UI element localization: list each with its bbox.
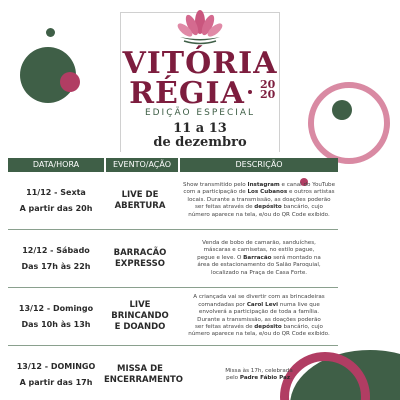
description-text: e outros artistas [287, 189, 335, 196]
description-text: numa live que [278, 301, 320, 308]
description-line [180, 331, 338, 338]
description-text: locais. Durante a transmissão, as doações poderão [187, 196, 331, 203]
date-cell [8, 243, 104, 275]
description-line [180, 317, 338, 324]
column-header-event: EVENTO/AÇÃO [106, 158, 178, 172]
description-text: Missa às 17h, celebrada [225, 367, 293, 374]
description-line [180, 247, 338, 254]
dates-line2: de dezembro [153, 135, 247, 150]
title-dot [248, 90, 252, 94]
table-header [8, 158, 338, 172]
description-text: localizado na Praça de Casa Forte. [210, 269, 308, 276]
event-text: LIVE BRINCANDO [111, 300, 169, 321]
decorative-circle-pink [60, 72, 80, 92]
table-row [8, 288, 338, 346]
description-text: Durante a transmissão, as doações poderão [197, 316, 321, 323]
lotus-flower-icon [170, 8, 230, 46]
description-line [180, 294, 338, 301]
description-text: número aparece na tela, e/ou do QR Code exibido. [188, 331, 330, 338]
description-text: YouTube [312, 181, 336, 188]
description-line [180, 182, 338, 189]
description-text: com a participação de [183, 189, 248, 196]
description-highlight: Barracão [243, 254, 272, 261]
column-header-description: DESCRIÇÃO [180, 158, 338, 172]
date-cell [8, 185, 104, 217]
description-line [180, 189, 338, 196]
event-title-line1: VITÓRIA [122, 46, 278, 81]
description-text: A criançada vai se divertir com as brincadeiras [193, 294, 325, 301]
description-text: . [290, 375, 292, 381]
description-line [180, 270, 338, 277]
event-cell [104, 300, 176, 333]
description-text: número aparece na tela, e/ou do QR Code exibido. [188, 211, 330, 218]
event-cell [104, 190, 176, 212]
description-text: ser feitas através de [195, 323, 255, 330]
schedule-table [8, 158, 338, 400]
description-highlight: Instagram [247, 181, 280, 188]
event-text: BARRACÃO [113, 247, 167, 258]
event-text: ENCERRAMENTO [104, 375, 184, 385]
description-highlight: Carol Levi [246, 301, 279, 308]
date-cell [8, 301, 104, 333]
date-text: 13/12 - Domingo [18, 303, 94, 313]
event-cell [104, 248, 176, 270]
date-text: A partir das 17h [19, 378, 93, 387]
event-dates [118, 122, 282, 150]
event-text: MISSA DE [117, 364, 163, 374]
date-cell [8, 359, 104, 391]
description-highlight: depósito [254, 323, 282, 330]
description-highlight: Padre Fábio Paz [239, 375, 291, 381]
edition-label: EDIÇÃO ESPECIAL [144, 108, 256, 118]
description-highlight: depósito [254, 204, 282, 211]
decorative-dot [46, 28, 55, 37]
year-bottom: 20 [260, 88, 276, 101]
logo [120, 8, 280, 46]
description-text: será montado na [271, 254, 321, 261]
description-cell [180, 294, 338, 338]
dates-line1: 11 a 13 [173, 121, 227, 136]
table-row [8, 172, 338, 230]
description-text: envolverá a participação de toda a família. [198, 309, 320, 316]
event-title-line2: RÉGIA [129, 76, 245, 111]
description-cell [180, 182, 338, 219]
decorative-circle-green-right [332, 100, 352, 120]
description-line [180, 302, 338, 309]
event-text: LIVE DE [121, 189, 159, 200]
description-line [180, 309, 338, 316]
description-text: ser feitas através de [195, 204, 255, 211]
description-text: pegue e leve. O [197, 254, 244, 261]
event-text: ABERTURA [114, 200, 166, 211]
description-cell [180, 240, 338, 277]
date-text: 13/12 - DOMINGO [16, 362, 96, 371]
column-header-date: DATA/HORA [8, 158, 104, 172]
description-text: Show transmitido pelo [182, 181, 248, 188]
description-text: Venda de bobo de camarão, sanduíches, [202, 239, 316, 246]
date-text: Das 17h às 22h [21, 261, 91, 271]
event-cell [104, 364, 184, 386]
description-cell [180, 368, 338, 383]
table-body [8, 172, 338, 400]
table-row [8, 346, 338, 400]
event-text: EXPRESSO [114, 258, 166, 269]
description-text: bancário, cujo [281, 204, 323, 211]
description-highlight: Los Cubanos [247, 189, 288, 196]
description-line [180, 368, 338, 375]
description-line [180, 212, 338, 219]
decorative-ring-pink [308, 82, 390, 164]
date-text: A partir das 20h [19, 203, 93, 213]
description-line [180, 375, 338, 382]
event-year [260, 80, 275, 100]
date-text: 12/12 - Sábado [22, 245, 90, 255]
description-line [180, 262, 338, 269]
description-text: pelo [226, 375, 240, 381]
description-text: e canal do [279, 181, 313, 188]
description-text: comandadas por [198, 301, 247, 308]
description-text: máscaras e camisetas, no estilo pague, [203, 247, 315, 254]
description-line [180, 204, 338, 211]
description-text: área de estacionamento do Salão Paroquial, [197, 262, 321, 269]
event-text: E DOANDO [114, 322, 166, 332]
table-row [8, 230, 338, 288]
date-text: 11/12 - Sexta [26, 187, 86, 197]
date-text: Das 10h às 13h [21, 319, 91, 329]
description-text: bancário, cujo [281, 323, 323, 330]
year-top: 20 [260, 78, 276, 91]
